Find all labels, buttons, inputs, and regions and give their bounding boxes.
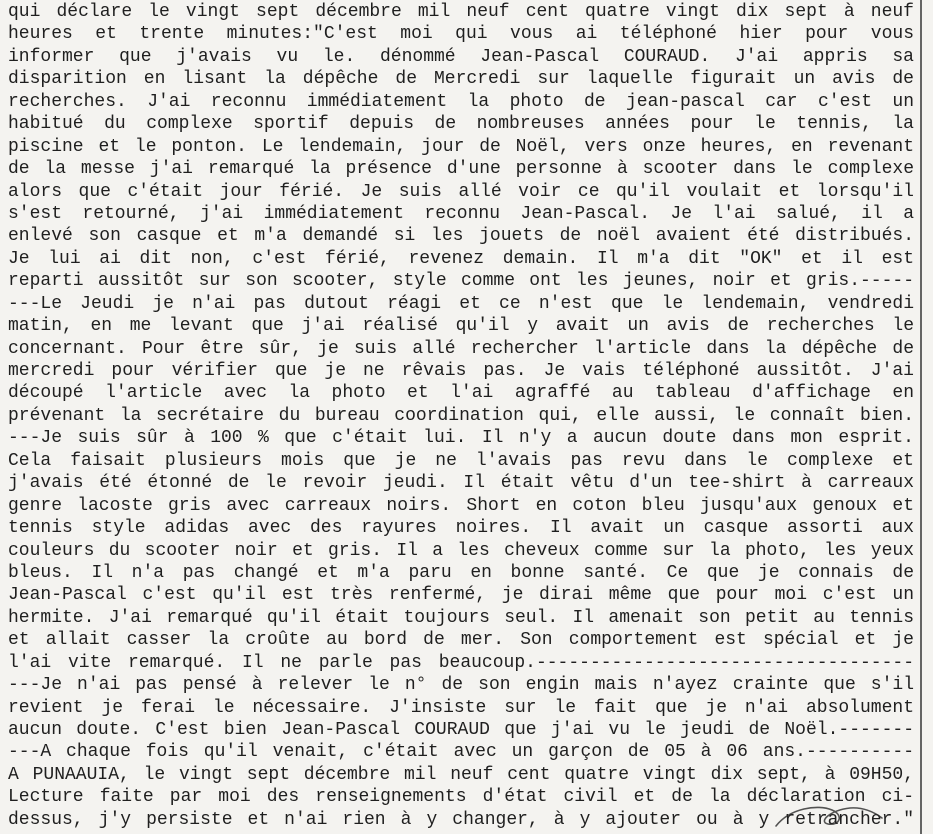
text-line: l'ai vite remarqué. Il ne parle pas beaucoup.----------------------------------- <box>8 652 914 673</box>
text-line: A PUNAAUIA, le vingt sept décembre mil neuf cent quatre vingt dix sept, à 09H50, <box>8 764 914 785</box>
text-line: tennis style adidas avec des rayures noires. Il avait un casque assorti aux <box>8 518 914 539</box>
text-line: informer que j'avais vu le. dénommé Jean-Pascal COURAUD. J'ai appris sa <box>8 46 914 67</box>
text-line: qui déclare le vingt sept décembre mil neuf cent quatre vingt dix sept à neuf <box>8 2 914 22</box>
text-line: ---Le Jeudi je n'ai pas dutout réagi et ce n'est que le lendemain, vendredi <box>8 293 914 314</box>
text-line: de la messe j'ai remarqué la présence d'une personne à scooter dans le complexe <box>8 159 914 180</box>
text-line: s'est retourné, j'ai immédiatement reconnu Jean-Pascal. Je l'ai salué, il a <box>8 203 914 224</box>
text-line: reparti aussitôt sur son scooter, style comme ont les jeunes, noir et gris.----- <box>8 271 914 292</box>
text-line: concernant. Pour être sûr, je suis allé rechercher l'article dans la dépêche de <box>8 338 914 359</box>
text-line: enlevé son casque et m'a demandé si les jouets de noël avaient été distribués. <box>8 226 914 247</box>
text-line: alors que c'était jour férié. Je suis allé voir ce qu'il voulait et lorsqu'il <box>8 181 914 202</box>
text-line: j'avais été étonné de le revoir jeudi. Il était vêtu d'un tee-shirt à carreaux <box>8 473 914 494</box>
text-line: habitué du complexe sportif depuis de nombreuses années pour le tennis, la <box>8 114 914 135</box>
text-line: recherches. J'ai reconnu immédiatement la photo de jean-pascal car c'est un <box>8 91 914 112</box>
text-line: dessus, j'y persiste et n'ai rien à y changer, à y ajouter ou à y retrancher." <box>8 809 914 830</box>
text-line: revient je ferai le nécessaire. J'insiste sur le fait que je n'ai absolument <box>8 697 914 718</box>
text-line: Jean-Pascal c'est qu'il est très renfermé, je dirai même que pour moi c'est un <box>8 585 914 606</box>
text-line: mercredi pour vérifier que je ne rêvais pas. Je vais téléphoné aussitôt. J'ai <box>8 361 914 381</box>
page-edge-rule <box>920 0 922 834</box>
text-line: ---A chaque fois qu'il venait, c'était avec un garçon de 05 à 06 ans.---------- <box>8 742 914 763</box>
text-line: découpé l'article avec la photo et l'ai agraffé au tableau d'affichage en <box>8 383 914 404</box>
text-line: prévenant la secrétaire du bureau coordination qui, elle aussi, le connaît bien. <box>8 405 914 426</box>
text-line: matin, en me levant que j'ai réalisé qu'il y avait un avis de recherches le <box>8 316 914 337</box>
text-line: Lecture faite par moi des renseignements d'état civil et de la déclaration ci- <box>8 787 914 808</box>
handwritten-ink-mark <box>770 800 890 834</box>
text-line: ---Je n'ai pas pensé à relever le n° de son engin mais n'ayez crainte que s'il <box>8 675 914 696</box>
text-line: et allait casser la croûte au bord de mer. Son comportement est spécial et je <box>8 630 914 651</box>
text-line: couleurs du scooter noir et gris. Il a les cheveux comme sur la photo, les yeux <box>8 540 914 561</box>
text-line: Cela faisait plusieurs mois que je ne l'avais pas revu dans le complexe et <box>8 450 914 471</box>
text-line: Je lui ai dit non, c'est férié, revenez demain. Il m'a dit "OK" et il est <box>8 248 914 269</box>
text-line: genre lacoste gris avec carreaux noirs. Short en coton bleu jusqu'aux genoux et <box>8 495 914 516</box>
text-line: piscine et le ponton. Le lendemain, jour de Noël, vers onze heures, en revenant <box>8 136 914 157</box>
text-line: heures et trente minutes:"C'est moi qui vous ai téléphoné hier pour vous <box>8 24 914 45</box>
text-line: aucun doute. C'est bien Jean-Pascal COURAUD que j'ai vu le jeudi de Noël.------- <box>8 720 914 740</box>
statement-text <box>8 1 914 831</box>
text-line: ---Je suis sûr à 100 % que c'était lui. Il n'y a aucun doute dans mon esprit. <box>8 428 914 449</box>
text-line: hermite. J'ai remarqué qu'il était toujours seul. Il amenait son petit au tennis <box>8 607 914 628</box>
text-line: bleus. Il n'a pas changé et m'a paru en bonne santé. Ce que je connais de <box>8 562 914 583</box>
text-line: disparition en lisant la dépêche de Mercredi sur laquelle figurait un avis de <box>8 69 914 90</box>
